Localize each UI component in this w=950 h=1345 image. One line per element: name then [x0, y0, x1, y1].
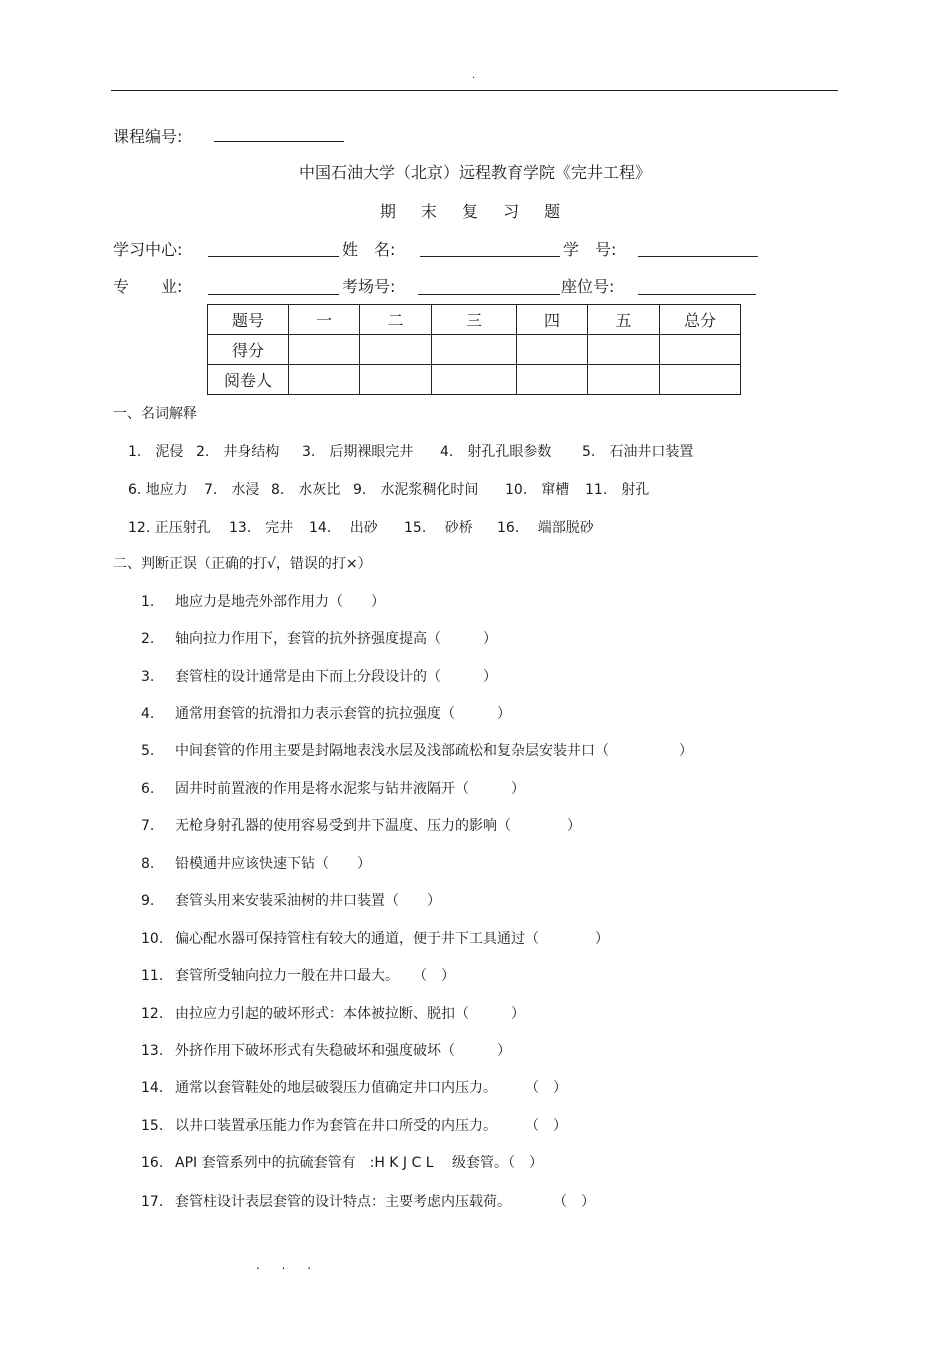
question-text: 铅模通井应该快速下钻（ ） — [175, 856, 371, 872]
score-cell[interactable] — [588, 335, 660, 365]
question-text: 偏心配水器可保持管柱有较大的通道，便于井下工具通过（ ） — [175, 931, 609, 947]
question-text: 由拉应力引起的破坏形式：本体被拉断、脱扣（ ） — [175, 1006, 525, 1022]
terms-line-2 — [128, 479, 649, 499]
tf-question-7 — [141, 815, 581, 835]
tf-question-11 — [141, 965, 455, 985]
major-label: 专 业: — [113, 277, 183, 296]
question-number: 3. — [141, 669, 155, 685]
term-item: 4. 射孔孔眼参数 — [440, 444, 552, 460]
seat-no-label: 座位号: — [561, 277, 615, 296]
name-label: 姓 名: — [342, 240, 396, 259]
score-header-cell: 总分 — [660, 305, 741, 335]
question-number: 11. — [141, 968, 164, 984]
tf-question-3 — [141, 666, 497, 686]
terms-line-3 — [128, 517, 594, 537]
question-number: 12. — [141, 1006, 164, 1022]
question-text: 外挤作用下破坏形式有失稳破坏和强度破坏（ ） — [175, 1043, 511, 1059]
student-no-blank[interactable] — [638, 240, 758, 257]
score-header-cell: 三 — [432, 305, 517, 335]
score-header-cell: 四 — [517, 305, 588, 335]
tf-question-9 — [141, 890, 441, 910]
question-number: 4. — [141, 706, 155, 722]
question-text: 套管所受轴向拉力一般在井口最大。 （ ） — [175, 968, 455, 984]
tf-question-17 — [141, 1191, 595, 1211]
question-text: 无枪身射孔器的使用容易受到井下温度、压力的影响（ ） — [175, 818, 581, 834]
question-text: 地应力是地壳外部作用力（ ） — [175, 594, 385, 610]
name-blank[interactable] — [420, 240, 560, 257]
header-rule — [111, 90, 838, 91]
grader-cell[interactable] — [360, 365, 432, 395]
tf-question-13 — [141, 1040, 511, 1060]
question-number: 7. — [141, 818, 155, 834]
score-header-cell: 一 — [289, 305, 360, 335]
question-text: 中间套管的作用主要是封隔地表浅水层及浅部疏松和复杂层安装井口（ ） — [175, 743, 693, 759]
question-number: 16. — [141, 1155, 164, 1171]
score-cell[interactable] — [432, 335, 517, 365]
section-2-title: 二、判断正误（正确的打√，错误的打×） — [113, 556, 372, 572]
course-no-blank[interactable] — [214, 125, 344, 142]
grader-cell[interactable] — [660, 365, 741, 395]
page-subtitle: 期 末 复 习 题 — [379, 202, 571, 221]
tf-question-6 — [141, 778, 525, 798]
tf-question-12 — [141, 1003, 525, 1023]
grader-cell[interactable] — [289, 365, 360, 395]
score-cell[interactable] — [360, 335, 432, 365]
term-item: 9. 水泥浆稠化时间 — [353, 482, 479, 498]
study-center-label: 学习中心: — [113, 240, 183, 259]
grader-cell[interactable] — [588, 365, 660, 395]
header-dot: . — [472, 70, 476, 81]
tf-question-8 — [141, 853, 371, 873]
score-cell[interactable] — [289, 335, 360, 365]
term-item: 6. 地应力 — [128, 482, 188, 498]
major-blank[interactable] — [208, 278, 339, 295]
score-row-label: 得分 — [208, 335, 289, 365]
exam-room-label: 考场号: — [342, 277, 396, 296]
term-item: 16. 端部脱砂 — [497, 520, 594, 536]
term-item: 2. 井身结构 — [196, 444, 280, 460]
question-text: 套管柱的设计通常是由下而上分段设计的（ ） — [175, 669, 497, 685]
tf-question-16 — [141, 1152, 543, 1172]
score-row — [208, 335, 741, 365]
grader-row-label: 阅卷人 — [208, 365, 289, 395]
grader-cell[interactable] — [432, 365, 517, 395]
question-text: 套管头用来安装采油树的井口装置（ ） — [175, 893, 441, 909]
tf-question-15 — [141, 1115, 567, 1135]
footer-dots: . . . — [256, 1258, 321, 1272]
question-number: 13. — [141, 1043, 164, 1059]
term-item: 3. 后期裸眼完井 — [302, 444, 414, 460]
score-header-cell: 题号 — [208, 305, 289, 335]
question-number: 10. — [141, 931, 164, 947]
term-item: 12. 正压射孔 — [128, 520, 211, 536]
study-center-blank[interactable] — [208, 240, 339, 257]
course-no-row — [113, 124, 344, 147]
question-text: 轴向拉力作用下，套管的抗外挤强度提高（ ） — [175, 631, 497, 647]
tf-question-10 — [141, 928, 609, 948]
question-text: 固井时前置液的作用是将水泥浆与钻井液隔开（ ） — [175, 781, 525, 797]
term-item: 14. 出砂 — [309, 520, 378, 536]
question-number: 14. — [141, 1080, 164, 1096]
student-no-label: 学 号: — [563, 240, 617, 259]
grader-row — [208, 365, 741, 395]
score-header-cell: 五 — [588, 305, 660, 335]
tf-question-14 — [141, 1077, 567, 1097]
question-number: 1. — [141, 594, 155, 610]
question-text: 通常用套管的抗滑扣力表示套管的抗拉强度（ ） — [175, 706, 511, 722]
term-item: 10. 窜槽 — [505, 482, 570, 498]
course-no-label: 课程编号: — [113, 127, 183, 146]
term-item: 8. 水灰比 — [271, 482, 341, 498]
terms-line-1 — [128, 441, 693, 461]
score-header-cell: 二 — [360, 305, 432, 335]
question-number: 8. — [141, 856, 155, 872]
tf-question-4 — [141, 703, 511, 723]
question-number: 17. — [141, 1194, 164, 1210]
term-item: 15. 砂桥 — [404, 520, 473, 536]
question-text: 通常以套管鞋处的地层破裂压力值确定井口内压力。 （ ） — [175, 1080, 567, 1096]
question-number: 5. — [141, 743, 155, 759]
term-item: 11. 射孔 — [585, 482, 650, 498]
question-text: 套管柱设计表层套管的设计特点：主要考虑内压载荷。 （ ） — [175, 1194, 595, 1210]
score-table — [207, 304, 741, 395]
question-number: 2. — [141, 631, 155, 647]
tf-question-2 — [141, 628, 497, 648]
tf-question-1 — [141, 591, 385, 611]
page-title: 中国石油大学（北京）远程教育学院《完井工程》 — [298, 163, 651, 182]
score-cell[interactable] — [517, 335, 588, 365]
term-item: 13. 完井 — [229, 520, 294, 536]
grader-cell[interactable] — [517, 365, 588, 395]
seat-no-blank[interactable] — [638, 278, 756, 295]
term-item: 5. 石油井口装置 — [582, 444, 694, 460]
score-table-header-row — [208, 305, 741, 335]
score-cell[interactable] — [660, 335, 741, 365]
question-number: 6. — [141, 781, 155, 797]
term-item: 1. 泥侵 — [128, 444, 184, 460]
tf-question-5 — [141, 740, 693, 760]
section-1-title: 一、名词解释 — [113, 406, 197, 422]
question-text: 以井口装置承压能力作为套管在井口所受的内压力。 （ ） — [175, 1118, 567, 1134]
exam-room-blank[interactable] — [418, 278, 560, 295]
question-number: 9. — [141, 893, 155, 909]
term-item: 7. 水浸 — [204, 482, 260, 498]
question-text: API 套管系列中的抗硫套管有 :H K J C L 级套管。（ ） — [175, 1155, 543, 1171]
question-number: 15. — [141, 1118, 164, 1134]
